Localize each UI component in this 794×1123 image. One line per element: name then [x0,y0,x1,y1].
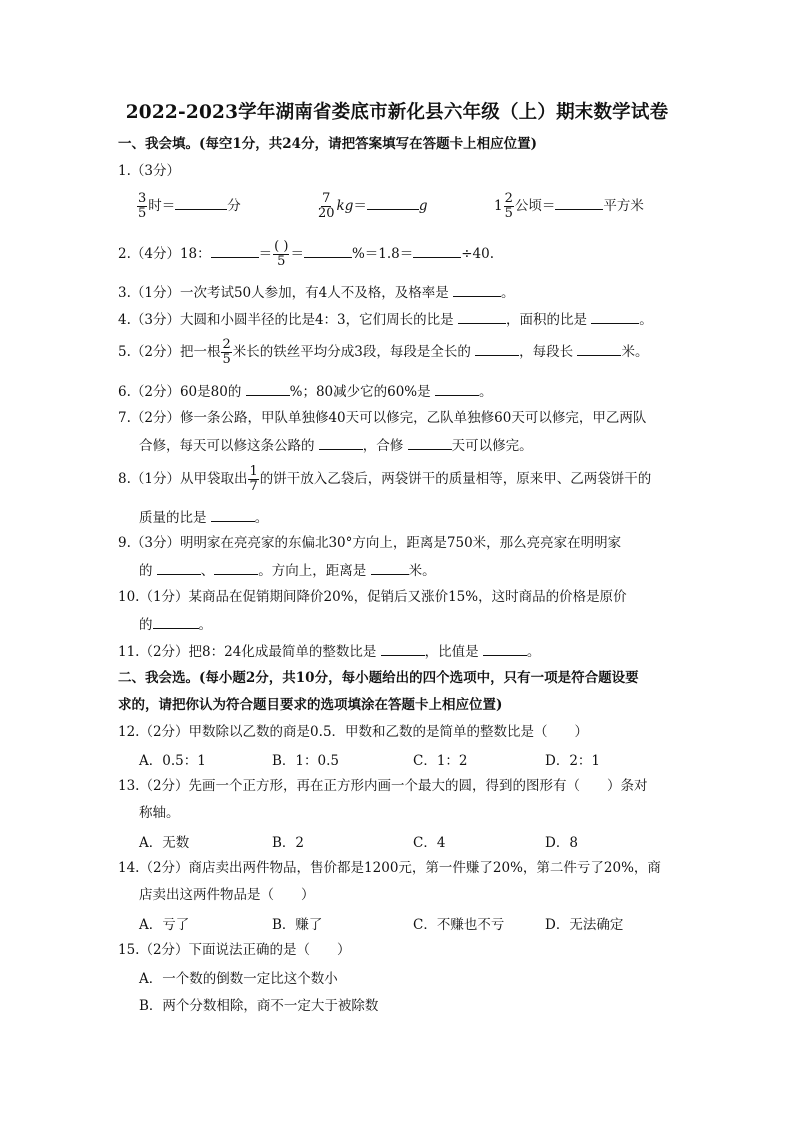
q14-option-c[interactable]: C．不赚也不亏 [413,917,505,933]
q12-option-b[interactable]: B．1：0.5 [272,753,339,769]
page-title: 2022-2023学年湖南省娄底市新化县六年级（上）期末数学试卷 [125,102,669,123]
q14-option-a[interactable]: A．亏了 [139,917,190,933]
question-8-line-2: 质量的比是 。 [139,507,268,528]
answer-blank[interactable] [435,381,479,396]
answer-blank[interactable] [413,243,461,258]
section-2-header-line-1: 二、我会选。(每小题2分，共10分，每小题给出的四个选项中，只有一项是符合题设要 [118,670,639,686]
q14-option-b[interactable]: B．赚了 [272,917,323,933]
fraction: $\frac{2}{5}$ [222,337,231,367]
question-9-line-1: 9.（3分）明明家在亮亮家的东偏北30°方向上，距离是750米，那么亮亮家在明明家 [118,535,622,551]
answer-blank[interactable] [214,560,258,575]
question-11: 11.（2分）把8：24化成最简单的整数比是 ，比值是 。 [118,641,540,662]
answer-blank[interactable] [453,282,501,297]
answer-blank[interactable] [483,641,527,656]
answer-blank[interactable] [246,381,290,396]
answer-blank[interactable] [458,309,506,324]
question-13-stem-line-2: 称轴。 [139,805,180,821]
answer-blank[interactable] [153,614,199,629]
q13-option-d[interactable]: D．8 [545,835,578,851]
question-1c: 1 $\frac{2}{5}$ 公顷＝ 平方米 [494,191,644,221]
question-7-line-2: 合修，每天可以修这条公路的 ，合修 天可以修完。 [139,435,533,456]
question-12-stem: 12.（2分）甲数除以乙数的商是0.5．甲数和乙数的是简单的整数比是（ ） [118,724,589,740]
question-5: 5.（2分）把一根 $\frac{2}{5}$ 米长的铁丝平均分成3段，每段是全长的 ，每段长 米。 [118,337,649,367]
answer-blank[interactable] [555,195,603,210]
answer-blank[interactable] [381,641,425,656]
question-13-stem-line-1: 13.（2分）先画一个正方形，再在正方形内画一个最大的圆，得到的图形有（ ）条对 [118,778,648,794]
q14-option-d[interactable]: D．无法确定 [545,917,624,933]
answer-blank[interactable] [371,560,409,575]
answer-blank[interactable] [475,341,519,356]
section-1-header: 一、我会填。(每空1分，共24分，请把答案填写在答题卡上相应位置) [118,136,537,152]
q13-option-c[interactable]: C．4 [413,835,446,851]
q15-option-b[interactable]: B．两个分数相除，商不一定大于被除数 [139,998,379,1014]
answer-blank[interactable] [211,507,255,522]
answer-blank[interactable] [367,195,419,210]
answer-blank[interactable] [591,309,639,324]
q13-option-a[interactable]: A．无数 [139,835,190,851]
question-9-line-2: 的 、 。方向上，距离是 米。 [139,560,436,581]
answer-blank[interactable] [304,243,352,258]
answer-blank[interactable] [157,560,201,575]
question-4: 4.（3分）大圆和小圆半径的比是4：3，它们周长的比是 ，面积的比是 。 [118,309,653,330]
answer-blank[interactable] [175,195,227,210]
question-1a: $\frac{3}{5}$ 时＝ 分 [138,191,241,221]
question-1-label: 1.（3分） [118,163,180,179]
fraction: $\frac{7}{20}$ [318,191,335,221]
question-7-line-1: 7.（2分）修一条公路，甲队单独修40天可以修完，乙队单独修60天可以修完，甲乙两队 [118,410,647,426]
answer-blank[interactable] [577,341,621,356]
q12-option-a[interactable]: A．0.5：1 [139,753,206,769]
fraction: $\frac{3}{5}$ [138,191,147,221]
question-14-stem-line-2: 店卖出这两件物品是（ ） [139,887,315,903]
question-8-line-1: 8.（1分）从甲袋取出 $\frac{1}{7}$ 的饼干放入乙袋后，两袋饼干的质量相等，原来甲、乙两袋饼干的 [118,464,652,494]
q15-option-a[interactable]: A．一个数的倒数一定比这个数小 [139,971,338,987]
answer-blank[interactable] [408,435,452,450]
answer-blank[interactable] [319,435,363,450]
section-2-header-line-2: 求的，请把你认为符合题目要求的选项填涂在答题卡上相应位置) [118,697,503,713]
question-14-stem-line-1: 14.（2分）商店卖出两件物品，售价都是1200元，第一件赚了20%，第二件亏了20%，商 [118,860,661,876]
fraction: $\frac{2}{5}$ [504,191,513,221]
question-3: 3.（1分）一次考试50人参加，有4人不及格，及格率是 。 [118,282,515,303]
question-10-line-1: 10.（1分）某商品在促销期间降价20%，促销后又涨价15%，这时商品的价格是原价 [118,589,627,605]
question-2: 2.（4分）18： ＝ $\frac{( )}{5}$ ＝ %＝1.8＝ ÷40. [118,239,495,269]
question-1b: $\frac{7}{20}$ kg＝ g [318,191,428,221]
q12-option-d[interactable]: D．2：1 [545,753,601,769]
q12-option-c[interactable]: C．1：2 [413,753,468,769]
question-15-stem: 15.（2分）下面说法正确的是（ ） [118,942,351,958]
fraction: $\frac{( )}{5}$ [274,239,289,269]
answer-blank[interactable] [211,243,259,258]
question-6: 6.（2分）60是80的 %；80减少它的60%是 。 [118,381,492,402]
fraction: $\frac{1}{7}$ [249,464,258,494]
q13-option-b[interactable]: B．2 [272,835,305,851]
question-10-line-2: 的 。 [139,614,212,635]
